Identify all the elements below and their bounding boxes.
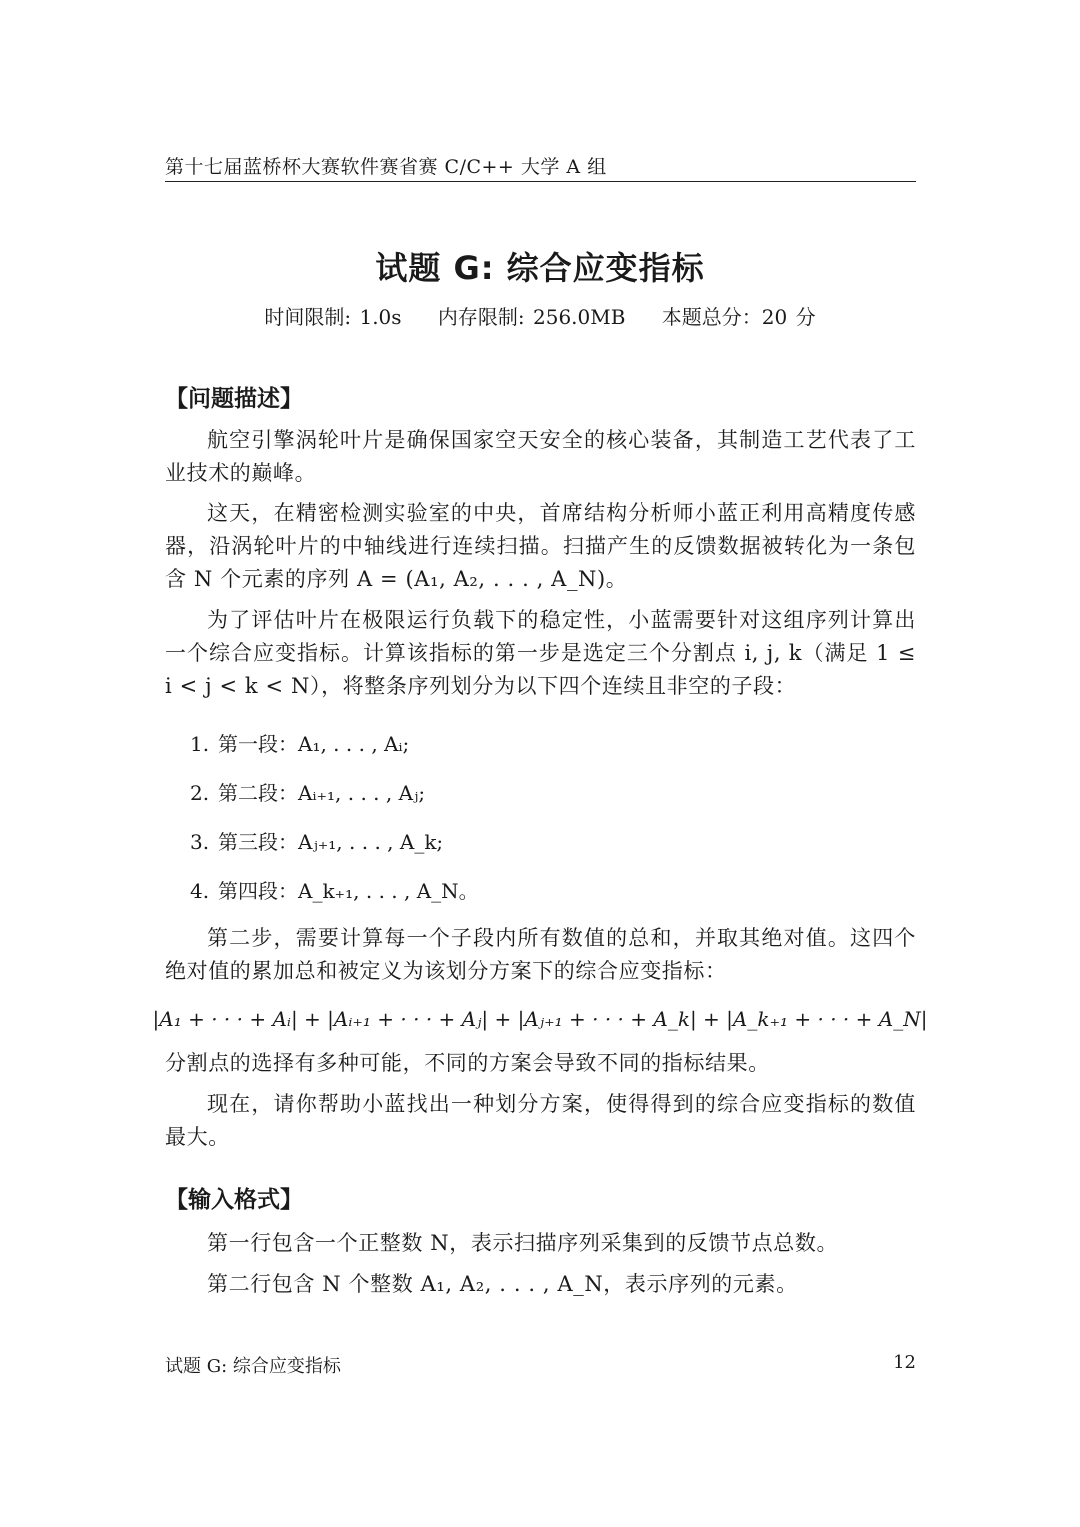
problem-title: 试题 G: 综合应变指标 [375, 249, 705, 287]
problem-limits [0, 301, 1080, 330]
description-paragraph-2: 这天，在精密检测实验室的中央，首席结构分析师小蓝正利用高精度传感器，沿涡轮叶片的中轴线进行连续扫描。扫描产生的反馈数据被转化为一条包含 N 个元素的序列 A = (A₁, A₂, . . . , A_N)。 [165, 501, 916, 591]
list-item-text: 第四段：A_k₊₁, . . . , A_N。 [218, 879, 479, 903]
input-format-line-1: 第一行包含一个正整数 N，表示扫描序列采集到的反馈节点总数。 [207, 1231, 839, 1255]
list-item-number: 1. [190, 732, 210, 756]
footer-problem-title: 试题 G: 综合应变指标 [165, 1356, 341, 1377]
time-limit: 时间限制: 1.0s [264, 305, 402, 329]
description-heading: 【问题描述】 [165, 386, 303, 412]
list-item-number: 2. [190, 781, 210, 805]
input-format-line-2: 第二行包含 N 个整数 A₁, A₂, . . . , A_N，表示序列的元素。 [207, 1272, 798, 1296]
list-item-text: 第一段：A₁, . . . , Aᵢ; [218, 732, 410, 756]
list-item [190, 875, 479, 904]
strain-index-formula: |A₁ + · · · + Aᵢ| + |Aᵢ₊₁ + · · · + Aⱼ| + |Aⱼ₊₁ + · · · + A_k| + |A_k₊₁ + · · · + A_N| [152, 1007, 928, 1031]
list-item-number: 4. [190, 879, 210, 903]
header-rule [165, 181, 916, 182]
description-paragraph-5: 分割点的选择有多种可能，不同的方案会导致不同的指标结果。 [165, 1051, 770, 1075]
description-paragraph-4: 第二步，需要计算每一个子段内所有数值的总和，并取其绝对值。这四个绝对值的累加总和被定义为该划分方案下的综合应变指标： [165, 926, 916, 983]
list-item-text: 第三段：Aⱼ₊₁, . . . , A_k; [218, 830, 444, 854]
memory-limit: 内存限制: 256.0MB [437, 305, 626, 329]
list-item [190, 777, 425, 806]
description-paragraph-1: 航空引擎涡轮叶片是确保国家空天安全的核心装备，其制造工艺代表了工业技术的巅峰。 [165, 428, 916, 485]
description-paragraph-6: 现在，请你帮助小蓝找出一种划分方案，使得得到的综合应变指标的数值最大。 [165, 1092, 916, 1149]
total-score: 本题总分：20 分 [661, 305, 816, 329]
list-item-number: 3. [190, 830, 210, 854]
description-paragraph-3: 为了评估叶片在极限运行负载下的稳定性，小蓝需要针对这组序列计算出一个综合应变指标。计算该指标的第一步是选定三个分割点 i, j, k（满足 1 ≤ i < j < k < N），将整条序列划分为以下四个连续且非空的子段： [165, 608, 916, 698]
list-item [190, 826, 443, 855]
list-item [190, 728, 409, 757]
list-item-text: 第二段：Aᵢ₊₁, . . . , Aⱼ; [218, 781, 426, 805]
running-header: 第十七届蓝桥杯大赛软件赛省赛 C/C++ 大学 A 组 [165, 156, 607, 178]
input-format-heading: 【输入格式】 [165, 1187, 303, 1213]
page-number: 12 [893, 1352, 916, 1373]
